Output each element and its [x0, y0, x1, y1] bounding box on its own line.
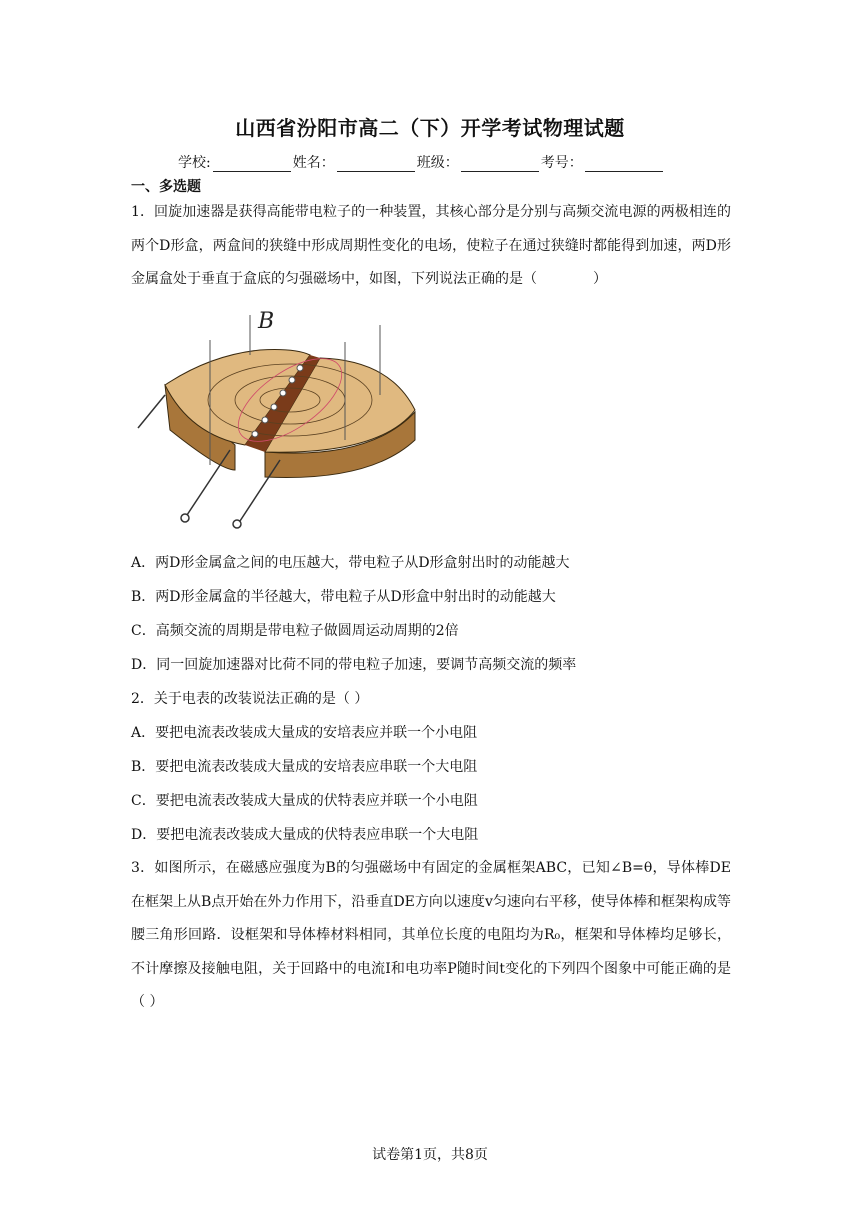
q3-stem: 3．如图所示，在磁感应强度为B的匀强磁场中有固定的金属框架ABC，已知∠B=θ，导体棒DE在框架上从B点开始在外力作用下，沿垂直DE方向以速度v匀速向右平移，使导体棒和框架构成等腰三角形回路．设框架和导体棒材料相同，其单位长度的电阻均为R₀，框架和导体棒均足够长，不计摩擦及接触电阻，关于回路中的电流I和电功率P随时间t变化的下列四个图象中可能正确的是（ ）	[131, 860, 731, 1010]
q1-option-b: B．两D形金属盒的半径越大，带电粒子从D形盒中射出时的动能越大	[131, 589, 556, 605]
id-label: 考号：	[540, 155, 583, 171]
student-info-row	[178, 152, 665, 172]
q2-option-b: B．要把电流表改装成大量成的安培表应串联一个大电阻	[131, 759, 478, 775]
name-label: 姓名：	[292, 155, 335, 171]
section-heading: 一、多选题	[131, 179, 201, 195]
exam-title: 山西省汾阳市高二（下）开学考试物理试题	[235, 116, 625, 140]
q2-option-d: D．要把电流表改装成大量成的伏特表应串联一个大电阻	[131, 827, 479, 843]
school-blank[interactable]	[213, 157, 291, 172]
cyclotron-figure	[130, 300, 440, 535]
q1-option-d: D．同一回旋加速器对比荷不同的带电粒子加速，要调节高频交流的频率	[131, 657, 577, 673]
q1-option-a: A．两D形金属盒之间的电压越大，带电粒子从D形盒射出时的动能越大	[131, 555, 570, 571]
q1-stem: 1．回旋加速器是获得高能带电粒子的一种装置，其核心部分是分别与高频交流电源的两极相连的两个D形盒，两盒间的狭缝中形成周期性变化的电场，使粒子在通过狭缝时都能得到加速，两D形金属盒处于垂直于盒底的匀强磁场中，如图，下列说法正确的是（ ）	[131, 204, 731, 287]
q2-option-a: A．要把电流表改装成大量成的安培表应并联一个小电阻	[131, 725, 478, 741]
class-blank[interactable]	[461, 157, 539, 172]
q1-option-c: C．高频交流的周期是带电粒子做圆周运动周期的2倍	[131, 623, 459, 639]
name-blank[interactable]	[337, 157, 415, 172]
q2-option-c: C．要把电流表改装成大量成的伏特表应并联一个小电阻	[131, 793, 478, 809]
id-blank[interactable]	[585, 157, 663, 172]
class-label: 班级：	[416, 155, 459, 171]
school-label: 学校:	[178, 155, 211, 171]
field-label-b: B	[258, 309, 275, 334]
page-footer: 试卷第1页，共8页	[372, 1147, 488, 1163]
q2-stem: 2．关于电表的改装说法正确的是（ ）	[131, 691, 369, 707]
